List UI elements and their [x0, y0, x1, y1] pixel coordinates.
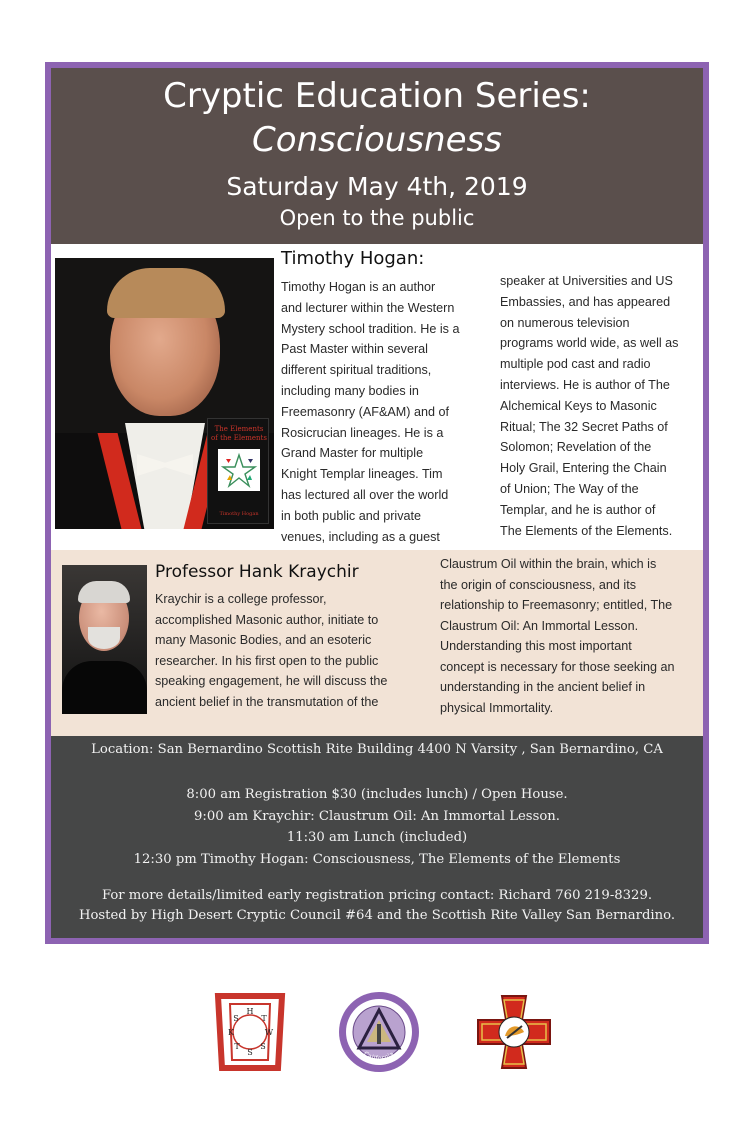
speaker1-name: Timothy Hogan: — [281, 248, 425, 269]
location: Location: San Bernardino Scottish Rite Building 4400 N Varsity , San Bernardino, CA — [91, 742, 663, 757]
speaker1-photo — [55, 258, 274, 529]
book-symbol — [218, 449, 260, 491]
keystone-letter: S — [260, 1042, 266, 1051]
templar-cross-logo — [472, 990, 556, 1074]
speaker1-section — [51, 244, 703, 550]
header — [51, 68, 703, 244]
bio-line: Claustrum Oil within the brain, which is — [440, 557, 657, 571]
bio-line: has lectured all over the world — [281, 487, 449, 502]
bio-line: Templar, and he is author of — [500, 502, 656, 517]
bio-line: Embassies, and has appeared — [500, 294, 671, 309]
contact-line: For more details/limited early registration pricing contact: Richard 760 219-8329. — [101, 888, 653, 903]
speaker2-photo — [62, 565, 147, 714]
bio-line: concept is necessary for those seeking an — [440, 659, 675, 674]
bio-line: Solomon; Revelation of the — [500, 440, 652, 455]
bio-line: Understanding this most important — [440, 639, 632, 653]
event-date: Saturday May 4th, 2019 — [226, 172, 528, 201]
flyer — [45, 62, 709, 944]
bio-line: and lecturer within the Western — [281, 300, 455, 315]
bio-line: relationship to Freemasonry; entitled, The — [440, 598, 673, 612]
keystone-letter: W — [264, 1028, 274, 1037]
schedule-item: 8:00 am Registration $30 (includes lunch) / Open House. — [186, 787, 568, 802]
keystone-letter: H — [246, 1007, 254, 1016]
bio-line: Mystery school tradition. He is a — [281, 321, 460, 336]
bio-line: on numerous television — [500, 315, 630, 330]
bio-line: The Elements of the Elements. — [500, 523, 673, 538]
keystone-letter: K — [228, 1028, 234, 1037]
schedule-item: 11:30 am Lunch (included) — [286, 830, 468, 845]
bio-line: Grand Master for multiple — [281, 446, 424, 461]
speaker2-bio-col1 — [155, 589, 435, 712]
bio-line: in both public and private — [281, 508, 422, 523]
keystone-letter: T — [261, 1014, 267, 1023]
series-title: Cryptic Education Series: — [163, 76, 591, 116]
speaker2-section — [51, 550, 703, 736]
bio-line: Freemasonry (AF&AM) and of — [281, 404, 449, 419]
open-note: Open to the public — [279, 206, 475, 230]
keystone-letter: S — [233, 1014, 239, 1023]
speaker2-name: Professor Hank Kraychir — [155, 562, 359, 582]
series-subtitle: Consciousness — [252, 120, 502, 160]
flyer-inner — [51, 68, 703, 938]
cryptic-council-logo — [337, 990, 421, 1074]
schedule-item: 9:00 am Kraychir: Claustrum Oil: An Immortal Lesson. — [194, 808, 560, 824]
contact-info — [51, 886, 703, 926]
schedule-item: 12:30 pm Timothy Hogan: Consciousness, The Elements of the Elements — [133, 851, 621, 867]
bio-line: Knight Templar lineages. Tim — [281, 467, 443, 482]
speaker1-bio-col1 — [281, 277, 486, 547]
keystone-letter: S — [247, 1048, 253, 1057]
bio-line: programs world wide, as well as — [500, 336, 679, 351]
bio-line: including many bodies in — [281, 383, 419, 398]
keystone-letter: T — [234, 1042, 240, 1051]
bio-line: speaker at Universities and US — [500, 274, 673, 288]
book-cover — [207, 418, 269, 524]
bio-line: different spiritual traditions, — [281, 363, 432, 378]
event-details — [51, 736, 703, 938]
bio-line: Timothy Hogan is an author — [281, 280, 436, 294]
bio-line: researcher. In his first open to the public — [155, 653, 379, 668]
book-title: The Elements of the Elements — [211, 425, 267, 442]
bio-line: of Union; The Way of the — [500, 481, 639, 496]
bio-line: speaking engagement, he will discuss the — [155, 674, 388, 688]
bio-line: Alchemical Keys to Masonic — [500, 398, 657, 413]
bio-line: multiple pod cast and radio — [500, 357, 651, 372]
book-author: Timothy Hogan — [219, 511, 259, 517]
host-line: Hosted by High Desert Cryptic Council #64 and the Scottish Rite Valley San Bernardino. — [78, 908, 676, 923]
bio-line: Claustrum Oil: An Immortal Lesson. — [440, 618, 639, 633]
keystone-logo — [208, 990, 292, 1074]
speaker1-bio-col2 — [500, 271, 700, 541]
speaker2-bio-col2 — [440, 554, 702, 718]
bio-line: interviews. He is author of The — [500, 377, 670, 392]
bio-line: Kraychir is a college professor, — [155, 592, 327, 606]
council-ring-text: Council of Cryptic Masons — [345, 998, 413, 1034]
bio-line: Past Master within several — [281, 342, 428, 357]
bio-line: understanding in the ancient belief in — [440, 680, 646, 694]
bio-line: Holy Grail, Entering the Chain — [500, 461, 667, 476]
schedule — [51, 784, 703, 870]
bio-line: ancient belief in the transmutation of the — [155, 694, 379, 709]
bio-line: the origin of consciousness, and its — [440, 577, 637, 592]
bio-line: Ritual; The 32 Secret Paths of — [500, 419, 668, 434]
council-state-text: California — [362, 1050, 396, 1063]
bio-line: many Masonic Bodies, and an esoteric — [155, 633, 372, 647]
bio-line: venues, including as a guest — [281, 529, 440, 544]
bio-line: accomplished Masonic author, initiate to — [155, 612, 379, 627]
bio-line: Rosicrucian lineages. He is a — [281, 425, 444, 440]
bio-line: physical Immortality. — [440, 700, 554, 715]
